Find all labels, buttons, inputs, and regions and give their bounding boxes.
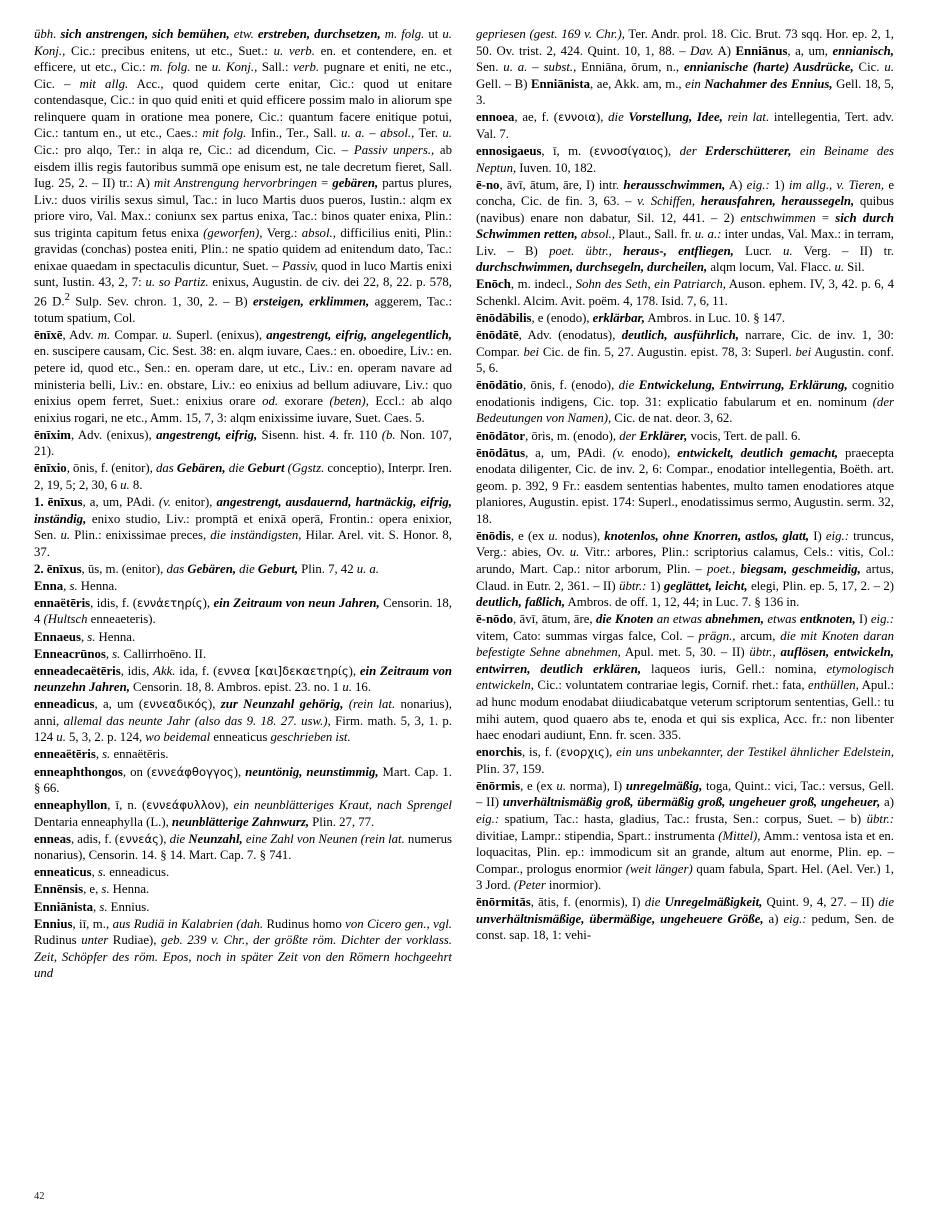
dictionary-entry: ēnōdātio, ōnis, f. (enodo), die Entwickelung, Entwirrung, Erklärung, cognitio enodationis indigens, Cic. top. 31: explicatio fabularum et en. nominum (der Bedeutungen von Namen), Cic. de nat. deor. 3, 62. [476,378,894,426]
dictionary-entry: ēnōdābilis, e (enodo), erklärbar, Ambros. in Luc. 10. § 147. [476,311,786,326]
dictionary-entry: 1. ēnīxus, a, um, PAdi. (v. enitor), angestrengt, ausdauernd, hartnäckig, eifrig, inständig, enixo studio, Liv.: promptā et enixā operā, Frontin.: opera enixior, Sen. u. Plin.: enixissimae preces, die inständigsten, Hilar. Arel. vit. S. Honor. 8, 37. [34,495,452,559]
two-column-body [34,26,901,982]
right-column [476,26,894,944]
left-column [34,26,452,982]
dictionary-entry: ēnōdis, e (ex u. nodus), knotenlos, ohne Knorren, astlos, glatt, I) eig.: truncus, Verg.: abies, Ov. u. Vitr.: arbores, Plin.: scriptorius calamus, Cels.: vitis, Col.: arundo, Mart. Cap.: nitor arborum, Plin. – poet., biegsam, geschmeidig, artus, Claud. in Eutr. 2, 361. – II) übtr.: 1) geglättet, leicht, elegi, Plin. ep. 5, 17, 2. – 2) deutlich, faßlich, Ambros. de off. 1, 12, 44; in Luc. 7. § 136 in. [476,528,895,610]
dictionary-entry: Enna, s. Henna. [34,578,118,593]
page-number: 42 [34,1191,45,1202]
dictionary-entry: ēnōdātē, Adv. (enodatus), deutlich, ausführlich, narrare, Cic. de inv. 1, 30: Compar. bei Cic. de fin. 5, 27. Augustin. epist. 78, 3: Superl. bei Augustin. conf. 5, 6. [476,328,894,376]
dictionary-entry: enorchis, is, f. (ενορχις), ein uns unbekannter, der Testikel ähnlicher Edelstein, Plin. 37, 159. [476,745,894,776]
dictionary-entry: enneadicus, a, um (εννεαδικός), zur Neunzahl gehörig, (rein lat. nonarius), anni, allemal das neunte Jahr (also das 9. 18. 27. usw.), Firm. math. 5, 3, 1. p. 124 u. 5, 3, 2. p. 124, wo beidemal enneaticus geschrieben ist. [34,697,452,745]
dictionary-entry: ēnīxim, Adv. (enixus), angestrengt, eifrig, Sisenn. hist. 4. fr. 110 (b. Non. 107, 21). [34,427,452,459]
dictionary-entry: übh. sich anstrengen, sich bemühen, etw. erstreben, durchsetzen, m. folg. ut u. Konj., Cic.: precibus enitens, ut etc., Suet.: u. verb. en. et contendere, en. et efficere, ut etc., Cic.: m. folg. ne u. Konj., Sall.: verb. pugnare et eniti, ne etc., Cic. – mit allg. Acc., quod quidem certe enitar, Cic.: quod ut enitare contendasque, Cic.: in quo quid eniti et quid efficere possim malo in aliorum spe relinquere quam in oratione mea ponere, Cic.: quantum facere enitique potui, Cic.: tantum en., ut etc., Caes.: mit folg. Infin., Ter., Sall. u. a. – absol., Ter. u. Cic.: pro alqo, Ter.: in alqa re, Cic.: ad dicendum, Cic. – Passiv unpers., ab eisdem illis regis fautoribus summā ope enisum est, ne tale decretum fieret, Sall. Iug. 25, 2. – II) tr.: A) mit Anstrengung hervorbringen = gebären, partus plures, Liv.: duos virilis sexus simul, Tac.: in luco Martis duos pueros, Iustin.: alqm ex priore viro, Val. Max.: coniunx sex partus enixa, Tac.: binos quater enixa, Plin.: sus triginta capitum fetus enixa (geworfen), Verg.: absol., difficilius eniti, Plin.: gravidas (conchas) postea eniti, Plin.: ne spatio quidem ad enitendum dato, Tac.: enixae quaedam in spectaculis dicuntur, Suet. – Passiv, quod in luco Martis enixi sunt, Iustin. 43, 2, 7: u. so Partiz. enixus, Augustin. de civ. dei 22, 8, 22. p. 578, 26 D.$^2$ Sulp. Sev. chron. 1, 30, 2. – B) ersteigen, erklimmen, aggerem, Tac.: totum spatium, Col. [34,27,453,325]
dictionary-entry: Enōch, m. indecl., Sohn des Seth, ein Patriarch, Auson. ephem. IV, 3, 42. p. 6, 4 Schenkl. Alcim. Avit. poëm. 4, 178. Isid. 7, 6, 11. [476,277,894,308]
dictionary-entry: Ennēnsis, e, s. Henna. [34,882,150,897]
dictionary-entry: 2. ēnīxus, ūs, m. (enitor), das Gebären, die Geburt, Plin. 7, 42 u. a. [34,561,379,576]
dictionary-entry: enneaëtēris, s. ennaëtēris. [34,747,169,762]
dictionary-entry: ennosigaeus, ī, m. (εννοσίγαιος), der Erderschütterer, ein Beiname des Neptun, Iuven. 10, 182. [476,143,894,175]
dictionary-entry: ēnōrmitās, ātis, f. (enormis), I) die Unregelmäßigkeit, Quint. 9, 4, 27. – II) die unverhältnismäßige, übermäßige, ungeheuere Größe, a) eig.: pedum, Sen. de const. sap. 18, 1: vehi- [476,895,894,943]
dictionary-entry: ēnōdātor, ōris, m. (enodo), der Erklärer, vocis, Tert. de pall. 6. [476,428,801,443]
dictionary-entry: ēnīxio, ōnis, f. (enitor), das Gebären, die Geburt (Ggstz. conceptio), Interpr. Iren. 2, 19, 5; 2, 30, 6 u. 8. [34,461,452,492]
dictionary-entry: enneas, adis, f. (εννεάς), die Neunzahl, eine Zahl von Neunen (rein lat. numerus nonarius), Censorin. 14. § 14. Mart. Cap. 7. § 741. [34,831,452,863]
dictionary-entry: ēnīxē, Adv. m. Compar. u. Superl. (enixus), angestrengt, eifrig, angelegentlich, en. suscipere causam, Cic. Sest. 38: en. alqm iuvare, Caes.: en. oboedire, Liv.: en. petere id, quod etc., Sen.: en. operam dare, ut etc., Liv.: en. operam navare ad ministeria belli, Liv.: en. obstare, Liv.: eo enixius ad bellum adiuvare, Liv.: quo enixius opem ferret, Suet.: enixius orare od. exorare (beten), Eccl.: ab alqo enixius rogari, ne etc., Amm. 15, 7, 3: alqm enixissime iuvare, Suet. Caes. 5. [34,327,452,425]
dictionary-entry: enneaticus, s. enneadicus. [34,865,170,880]
dictionary-entry: Ennius, iī, m., aus Rudiä in Kalabrien (dah. Rudinus homo von Cicero gen., vgl. Rudinus unter Rudiae), geb. 239 v. Chr., der größte röm. Dichter der vorklass. Zeit, Schöpfer des röm. Epos, noch in später Zeit von den Römern hochgeehrt und [34,916,452,981]
dictionary-entry: Enniānista, s. Ennius. [34,899,150,914]
dictionary-entry: ennoea, ae, f. (εννοια), die Vorstellung, Idee, rein lat. intellegentia, Tert. adv. Val. 7. [476,110,895,141]
dictionary-entry: enneaphthongos, on (εννεάφθογγος), neuntönig, neunstimmig, Mart. Cap. 1. § 66. [34,764,452,796]
dictionary-entry: Enneacrūnos, s. Callirrhoēno. II. [34,646,207,661]
dictionary-entry: enneadecaëtēris, idis, Akk. ida, f. (εννεα [και]δεκαετηρίς), ein Zeitraum von neunzehn Jahren, Censorin. 18, 8. Ambros. epist. 23. no. 1 u. 16. [34,663,452,695]
dictionary-entry: ēnōdātus, a, um, PAdi. (v. enodo), entwickelt, deutlich gemacht, praecepta enodata diligenter, Cic. de inv. 2, 6: Compar., enodatior intellegentia, Boëth. art. geom. p. 392, 9 Fr.: easdem sententias habentes, multo tamen enodatiores atque planiores, Augustin. epist. 174: Superl., enodatissimus sermo, Augustin. serm. 32, 18. [476,445,894,526]
dictionary-entry: ennaëtēris, idis, f. (εννἀετηρίς), ein Zeitraum von neun Jahren, Censorin. 18, 4 (Hultsch enneaeteris). [34,595,452,627]
dictionary-entry: Ennaeus, s. Henna. [34,629,136,644]
dictionary-entry: ē-nōdo, āvī, ātum, āre, die Knoten an etwas abnehmen, etwas entknoten, I) eig.: vitem, Cato: summas virgas falce, Col. – prägn., arcum, die mit Knoten daran befestigte Sehne abnehmen, Apul. met. 5, 30. – II) übtr., auflösen, entwickeln, entwirren, deutlich erklären, laqueos iuris, Gell.: nomina, etymologisch entwickeln, Cic.: voluntatem contrariae legis, Cornif. rhet.: fata, enthüllen, Apul.: ad hunc modum enodabat diiudicabatque veterum scriptorum sententias, Gell.: tu mihi autem, quod quaero abs te, enoda et qui sis explica, Acc. fr.: non libenter haec enodari audiunt, Enn. fr. scen. 335. [476,612,895,743]
dictionary-entry: ē-no, āvī, ātum, āre, I) intr. herausschwimmen, A) eig.: 1) im allg., v. Tieren, e concha, Cic. de fin. 3, 63. – v. Schiffen, herausfahren, heraussegeln, quibus (navibus) enare non dabatur, Sil. 12, 441. – 2) entschwimmen = sich durch Schwimmen retten, absol., Plaut., Sall. fr. u. a.: inter undas, Val. Max.: in terram, Liv. – B) poet. übtr., heraus-, entfliegen, Lucr. u. Verg. – II) tr. durchschwimmen, durchsegeln, durcheilen, alqm locum, Val. Flacc. u. Sil. [476,177,895,275]
dictionary-entry: gepriesen (gest. 169 v. Chr.), Ter. Andr. prol. 18. Cic. Brut. 73 sqq. Hor. ep. 2, 1, 50. Ov. trist. 2, 424. Quint. 10, 1, 88. – Dav. A) Enniānus, a, um, ennianisch, Sen. u. a. – subst., Enniāna, ōrum, n., ennianische (harte) Ausdrücke, Cic. u. Gell. – B) Enniānista, ae, Akk. am, m., ein Nachahmer des Ennius, Gell. 18, 5, 3. [476,27,894,108]
dictionary-entry: ēnōrmis, e (ex u. norma), I) unregelmäßig, toga, Quint.: vici, Tac.: versus, Gell. – II) unverhältnismäßig groß, übermäßig groß, ungeheuer groß, ungeheuer, a) eig.: spatium, Tac.: hasta, gladius, Tac.: frusta, Sen.: corpus, Suet. – b) übtr.: divitiae, Lampr.: stipendia, Spart.: instrumenta (Mittel), Amm.: ventosa ista et en. loquacitas, Plin. ep.: immodicum sit an grande, altum aut enorme, Plin. ep. – Compar., prologus enormior (weit länger) quam fabula, Spart. Hel. (Ael. Ver.) 1, 3 Jord. (Peter inormior). [476,778,894,893]
dictionary-entry: enneaphyllon, ī, n. (εννεάφυλλον), ein neunblätteriges Kraut, nach Sprengel Dentaria enneaphylla (L.), neunblätterige Zahnwurz, Plin. 27, 77. [34,798,452,829]
